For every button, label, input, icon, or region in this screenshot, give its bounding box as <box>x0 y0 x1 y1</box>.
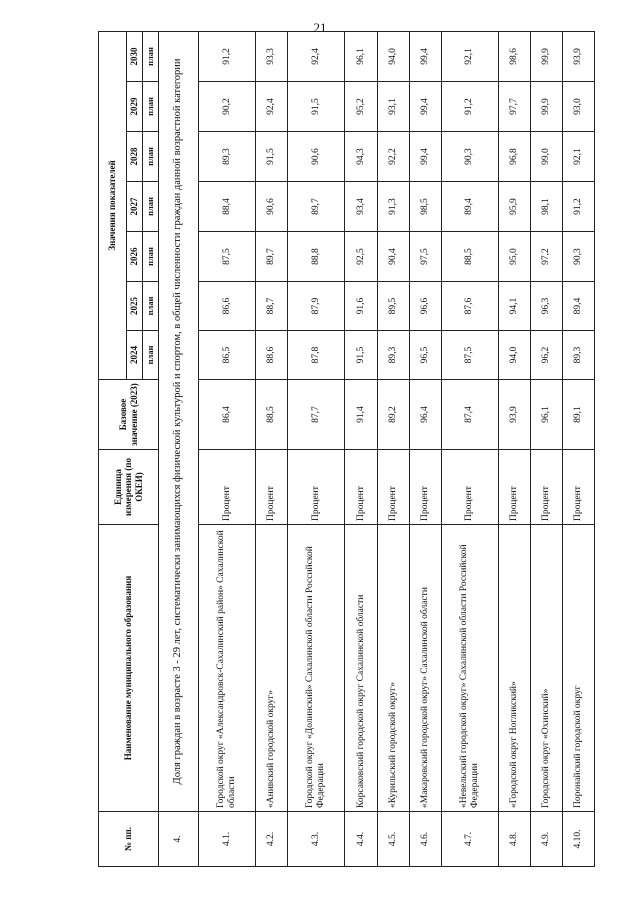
plan-value: 99,0 <box>530 132 562 182</box>
table-row <box>377 31 409 866</box>
row-number: 4.6. <box>409 812 441 867</box>
unit-cell: Процент <box>345 450 377 525</box>
row-number: 4.1. <box>199 812 256 867</box>
plan-value: 94,3 <box>345 132 377 182</box>
header-year: 2028 <box>127 132 143 182</box>
plan-value: 91,5 <box>256 132 288 182</box>
plan-value: 90,3 <box>441 132 498 182</box>
header-year: 2027 <box>127 182 143 232</box>
plan-value: 87,5 <box>199 232 256 282</box>
base-value: 87,4 <box>441 380 498 450</box>
indicator-table <box>98 31 595 867</box>
plan-value: 97,2 <box>530 232 562 282</box>
table-row <box>409 31 441 866</box>
plan-value: 98,1 <box>530 182 562 232</box>
header-values: Значения показателей <box>99 31 127 379</box>
municipality-name: Городской округ «Долинский» Сахалинской области Российской Федерации <box>288 525 345 812</box>
page-number: 21 <box>313 20 327 35</box>
section-title: Доля граждан в возрасте 3 - 29 лет, систематически занимающихся физической культурой и спортом, в общей численности граждан данной возрастной категории <box>159 31 199 811</box>
base-value: 93,9 <box>498 380 530 450</box>
header-year: 2030 <box>127 31 143 81</box>
plan-value: 87,8 <box>288 331 345 380</box>
plan-value: 87,5 <box>441 331 498 380</box>
plan-value: 99,9 <box>530 82 562 132</box>
plan-value: 91,3 <box>377 182 409 232</box>
unit-cell: Процент <box>562 450 594 525</box>
base-value: 86,4 <box>199 380 256 450</box>
plan-value: 94,0 <box>377 31 409 81</box>
header-plan: план <box>143 331 159 380</box>
header-plan: план <box>143 182 159 232</box>
header-year: 2026 <box>127 232 143 282</box>
plan-value: 93,0 <box>562 82 594 132</box>
base-value: 87,7 <box>288 380 345 450</box>
header-unit: Единица измерения (по ОКЕИ) <box>99 450 159 525</box>
base-value: 91,4 <box>345 380 377 450</box>
unit-cell: Процент <box>377 450 409 525</box>
plan-value: 95,2 <box>345 82 377 132</box>
plan-value: 91,6 <box>345 282 377 331</box>
plan-value: 91,2 <box>441 82 498 132</box>
base-value: 96,4 <box>409 380 441 450</box>
plan-value: 93,1 <box>377 82 409 132</box>
plan-value: 93,9 <box>562 31 594 81</box>
plan-value: 91,5 <box>345 331 377 380</box>
plan-value: 96,5 <box>409 331 441 380</box>
table-row <box>530 31 562 866</box>
plan-value: 89,3 <box>377 331 409 380</box>
base-value: 96,1 <box>530 380 562 450</box>
plan-value: 90,6 <box>288 132 345 182</box>
plan-value: 92,2 <box>377 132 409 182</box>
header-name: Наименование муниципального образования <box>99 525 159 812</box>
unit-cell: Процент <box>199 450 256 525</box>
table-row <box>345 31 377 866</box>
plan-value: 92,4 <box>288 31 345 81</box>
plan-value: 89,3 <box>199 132 256 182</box>
plan-value: 92,1 <box>562 132 594 182</box>
plan-value: 89,7 <box>256 232 288 282</box>
header-base: Базовое значение (2023) <box>99 380 159 450</box>
plan-value: 92,1 <box>441 31 498 81</box>
section-number: 4. <box>159 812 199 867</box>
header-plan: план <box>143 232 159 282</box>
plan-value: 93,3 <box>256 31 288 81</box>
plan-value: 88,7 <box>256 282 288 331</box>
unit-cell: Процент <box>530 450 562 525</box>
municipality-name: Поронайский городской округ <box>562 525 594 812</box>
unit-cell: Процент <box>409 450 441 525</box>
plan-value: 96,2 <box>530 331 562 380</box>
plan-value: 91,2 <box>199 31 256 81</box>
plan-value: 95,9 <box>498 182 530 232</box>
plan-value: 91,2 <box>562 182 594 232</box>
table-row <box>441 31 498 866</box>
table-row <box>562 31 594 866</box>
unit-cell: Процент <box>288 450 345 525</box>
plan-value: 89,4 <box>441 182 498 232</box>
municipality-name: «Городской округ Ногликский» <box>498 525 530 812</box>
row-number: 4.9. <box>530 812 562 867</box>
table-row <box>199 31 256 866</box>
row-number: 4.8. <box>498 812 530 867</box>
header-plan: план <box>143 282 159 331</box>
municipality-name: «Макаровский городской округ» Сахалинской области <box>409 525 441 812</box>
plan-value: 98,6 <box>498 31 530 81</box>
row-number: 4.4. <box>345 812 377 867</box>
plan-value: 97,7 <box>498 82 530 132</box>
plan-value: 90,3 <box>562 232 594 282</box>
row-number: 4.3. <box>288 812 345 867</box>
plan-value: 89,4 <box>562 282 594 331</box>
plan-value: 88,5 <box>441 232 498 282</box>
header-plan: план <box>143 82 159 132</box>
header-year: 2029 <box>127 82 143 132</box>
row-number: 4.7. <box>441 812 498 867</box>
row-number: 4.2. <box>256 812 288 867</box>
municipality-name: Городской округ «Охинский» <box>530 525 562 812</box>
base-value: 89,2 <box>377 380 409 450</box>
plan-value: 95,0 <box>498 232 530 282</box>
plan-value: 99,4 <box>409 82 441 132</box>
table-row <box>256 31 288 866</box>
header-year: 2025 <box>127 282 143 331</box>
plan-value: 96,3 <box>530 282 562 331</box>
plan-value: 90,4 <box>377 232 409 282</box>
plan-value: 92,5 <box>345 232 377 282</box>
table-row <box>498 31 530 866</box>
plan-value: 90,6 <box>256 182 288 232</box>
plan-value: 89,5 <box>377 282 409 331</box>
unit-cell: Процент <box>256 450 288 525</box>
table-row <box>288 31 345 866</box>
plan-value: 87,9 <box>288 282 345 331</box>
header-plan: план <box>143 132 159 182</box>
plan-value: 96,6 <box>409 282 441 331</box>
plan-value: 98,5 <box>409 182 441 232</box>
plan-value: 92,4 <box>256 82 288 132</box>
plan-value: 94,1 <box>498 282 530 331</box>
header-num: № пп. <box>99 812 159 867</box>
plan-value: 99,9 <box>530 31 562 81</box>
unit-cell: Процент <box>498 450 530 525</box>
plan-value: 89,7 <box>288 182 345 232</box>
indicator-table-rotated <box>98 32 595 867</box>
plan-value: 88,6 <box>256 331 288 380</box>
plan-value: 88,8 <box>288 232 345 282</box>
base-value: 88,5 <box>256 380 288 450</box>
municipality-name: «Курильский городской округ» <box>377 525 409 812</box>
plan-value: 90,2 <box>199 82 256 132</box>
base-value: 89,1 <box>562 380 594 450</box>
municipality-name: «Анивский городской округ» <box>256 525 288 812</box>
plan-value: 99,4 <box>409 31 441 81</box>
plan-value: 94,0 <box>498 331 530 380</box>
plan-value: 89,3 <box>562 331 594 380</box>
plan-value: 96,8 <box>498 132 530 182</box>
row-number: 4.5. <box>377 812 409 867</box>
row-number: 4.10. <box>562 812 594 867</box>
plan-value: 86,5 <box>199 331 256 380</box>
municipality-name: Городской округ «Александровск-Сахалинский район» Сахалинской области <box>199 525 256 812</box>
plan-value: 93,4 <box>345 182 377 232</box>
plan-value: 97,5 <box>409 232 441 282</box>
plan-value: 88,4 <box>199 182 256 232</box>
municipality-name: Корсаковский городской округ Сахалинской области <box>345 525 377 812</box>
municipality-name: «Невельский городской округ» Сахалинской области Российской Федерации <box>441 525 498 812</box>
header-plan: план <box>143 31 159 81</box>
plan-value: 91,5 <box>288 82 345 132</box>
unit-cell: Процент <box>441 450 498 525</box>
plan-value: 86,6 <box>199 282 256 331</box>
header-year: 2024 <box>127 331 143 380</box>
plan-value: 87,6 <box>441 282 498 331</box>
plan-value: 99,4 <box>409 132 441 182</box>
plan-value: 96,1 <box>345 31 377 81</box>
